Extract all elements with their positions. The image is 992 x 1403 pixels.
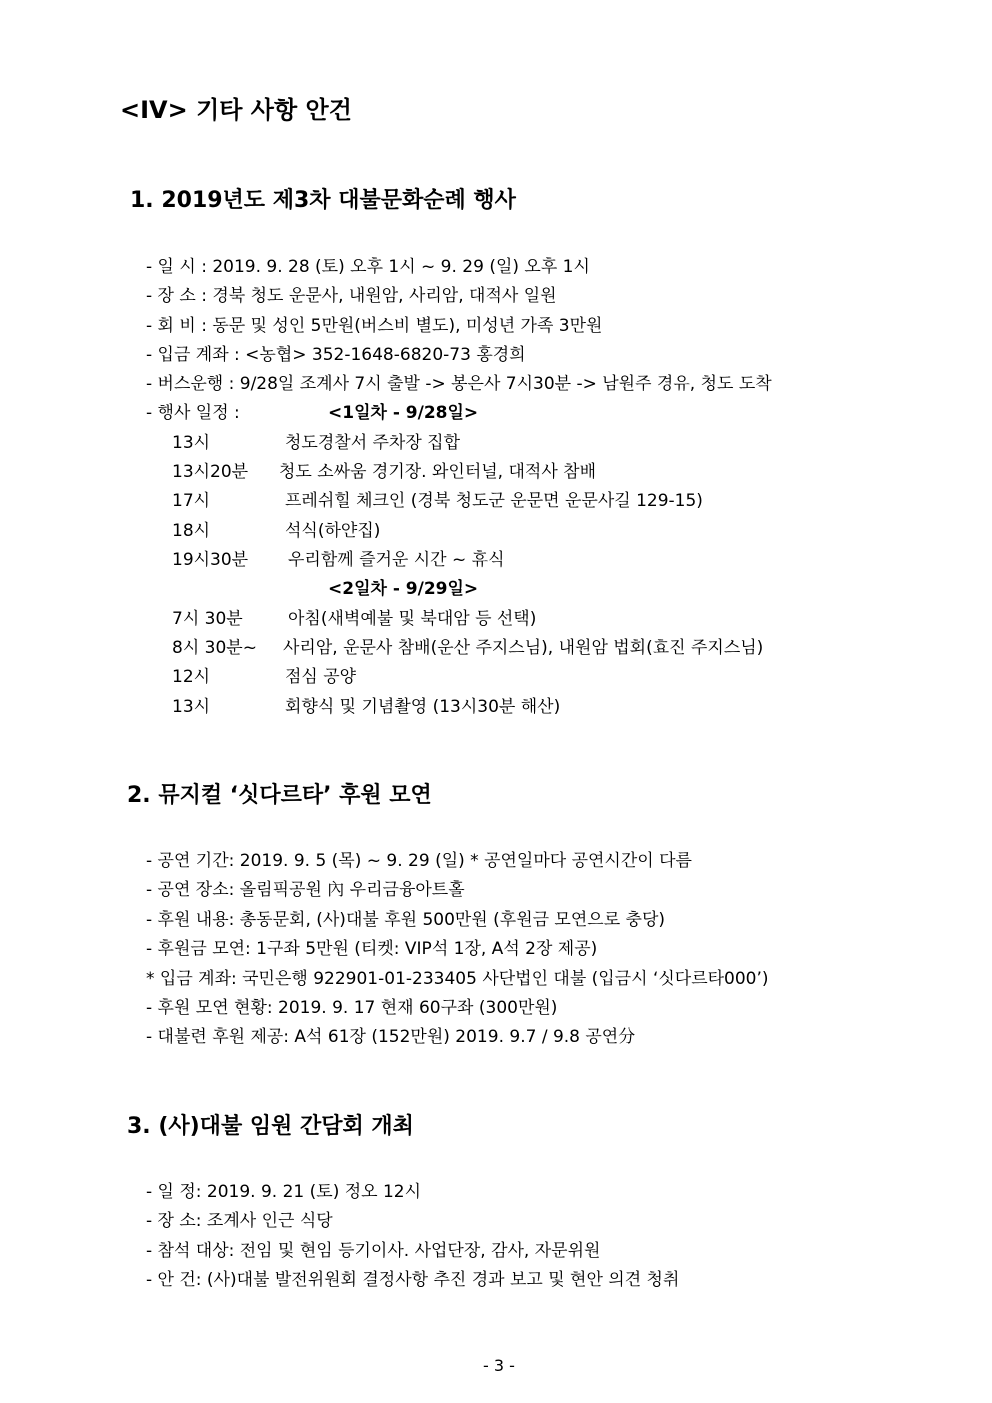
section-3-line: - 안 건: (사)대불 발전위원회 결정사항 추진 경과 보고 및 현안 의견 청취 xyxy=(146,1270,680,1290)
main-heading: <IV> 기타 사항 안건 xyxy=(120,96,352,124)
section-2-title: 2. 뮤지컬 ‘싯다르타’ 후원 모연 xyxy=(127,783,432,808)
section-1-line: - 행사 일정 : xyxy=(146,403,240,423)
schedule-desc: 우리함께 즐거운 시간 ~ 휴식 xyxy=(288,550,505,570)
section-2-line: - 후원 내용: 총동문회, (사)대불 후원 500만원 (후원금 모연으로 충당) xyxy=(146,910,666,930)
schedule-time: 8시 30분~ xyxy=(172,638,257,658)
schedule-desc: 회향식 및 기념촬영 (13시30분 해산) xyxy=(285,697,561,717)
section-3-line: - 장 소: 조계사 인근 식당 xyxy=(146,1211,333,1231)
section-1-line: - 버스운행 : 9/28일 조계사 7시 출발 -> 봉은사 7시30분 -> 남원주 경유, 청도 도착 xyxy=(146,374,772,394)
schedule-time: 13시20분 xyxy=(172,462,249,482)
section-2-line: - 공연 장소: 올림픽공원 內 우리금융아트홀 xyxy=(146,880,465,900)
schedule-time: 19시30분 xyxy=(172,550,249,570)
schedule-time: 18시 xyxy=(172,521,211,541)
section-2-line: * 입금 계좌: 국민은행 922901-01-233405 사단법인 대불 (입금시 ‘싯다르타000’) xyxy=(146,969,769,989)
section-3-line: - 참석 대상: 전임 및 현임 등기이사. 사업단장, 감사, 자문위원 xyxy=(146,1241,601,1261)
section-1-line: - 일 시 : 2019. 9. 28 (토) 오후 1시 ~ 9. 29 (일) 오후 1시 xyxy=(146,257,590,277)
schedule-time: 13시 xyxy=(172,433,211,453)
section-2-line: - 대불련 후원 제공: A석 61장 (152만원) 2019. 9.7 / 9.8 공연分 xyxy=(146,1027,636,1047)
section-2-line: - 후원금 모연: 1구좌 5만원 (티켓: VIP석 1장, A석 2장 제공) xyxy=(146,939,598,959)
section-1-line: - 회 비 : 동문 및 성인 5만원(버스비 별도), 미성년 가족 3만원 xyxy=(146,316,603,336)
schedule-desc: 아침(새벽예불 및 북대암 등 선택) xyxy=(288,609,537,629)
schedule-desc: 청도경찰서 주차장 집합 xyxy=(285,433,461,453)
day1-label: <1일차 - 9/28일> xyxy=(328,403,479,423)
section-3-title: 3. (사)대불 임원 간담회 개최 xyxy=(127,1114,414,1139)
day2-label: <2일차 - 9/29일> xyxy=(328,579,479,599)
section-1-title: 1. 2019년도 제3차 대불문화순례 행사 xyxy=(130,188,516,213)
section-1-line: - 입금 계좌 : <농협> 352-1648-6820-73 홍경희 xyxy=(146,345,526,365)
schedule-desc: 프레쉬힐 체크인 (경북 청도군 운문면 운문사길 129-15) xyxy=(285,491,703,511)
schedule-desc: 점심 공양 xyxy=(285,667,357,687)
section-2-line: - 후원 모연 현황: 2019. 9. 17 현재 60구좌 (300만원) xyxy=(146,998,558,1018)
section-3-line: - 일 정: 2019. 9. 21 (토) 정오 12시 xyxy=(146,1182,422,1202)
section-1-line: - 장 소 : 경북 청도 운문사, 내원암, 사리암, 대적사 일원 xyxy=(146,286,557,306)
page-number: - 3 - xyxy=(483,1356,515,1375)
schedule-desc: 사리암, 운문사 참배(운산 주지스님), 내원암 법회(효진 주지스님) xyxy=(283,638,764,658)
schedule-time: 17시 xyxy=(172,491,211,511)
section-2-line: - 공연 기간: 2019. 9. 5 (목) ~ 9. 29 (일) * 공연일마다 공연시간이 다름 xyxy=(146,851,692,871)
schedule-time: 12시 xyxy=(172,667,211,687)
schedule-desc: 석식(하얀집) xyxy=(285,521,381,541)
schedule-time: 13시 xyxy=(172,697,211,717)
schedule-desc: 청도 소싸움 경기장. 와인터널, 대적사 참배 xyxy=(279,462,597,482)
schedule-time: 7시 30분 xyxy=(172,609,243,629)
